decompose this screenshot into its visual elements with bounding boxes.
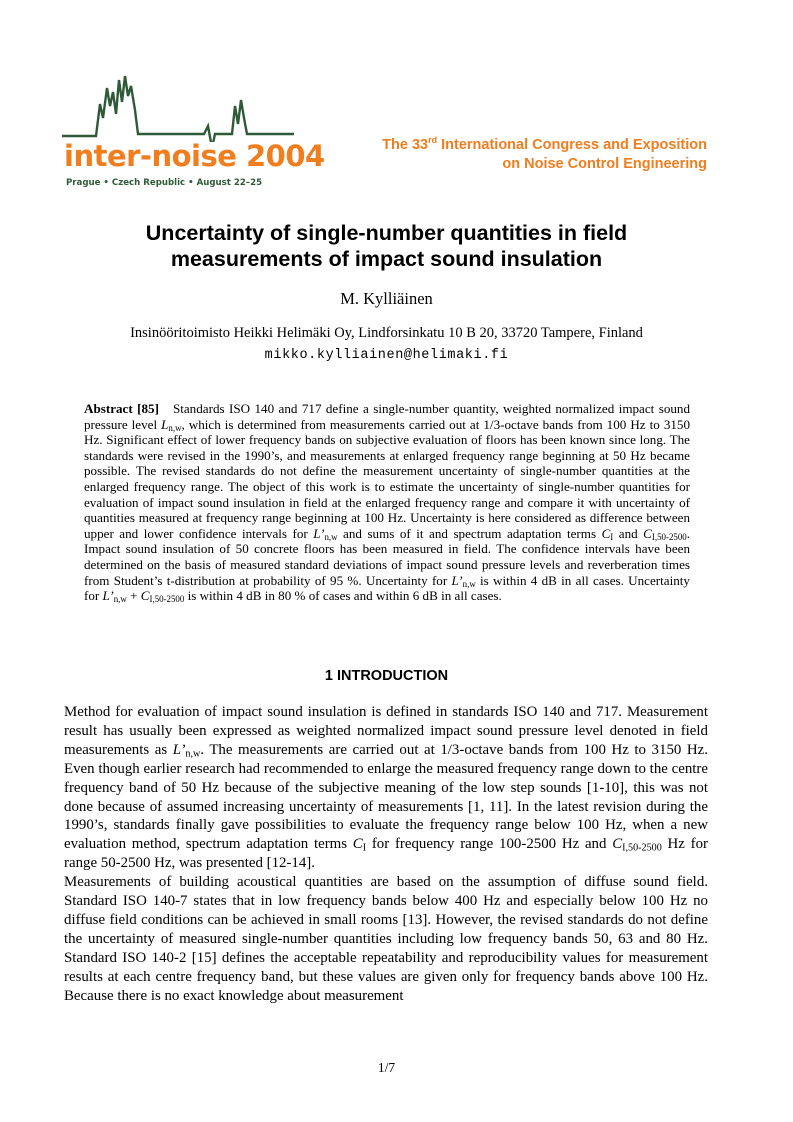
skyline-graphic bbox=[62, 70, 294, 142]
logo-wordmark: inter-noise 2004 bbox=[64, 139, 325, 173]
abstract-label: Abstract [85] bbox=[84, 401, 159, 416]
author-email[interactable]: mikko.kylliainen@helimaki.fi bbox=[264, 348, 509, 363]
abstract: Abstract [85] Standards ISO 140 and 717 define a single-number quantity, weighted normalized impact sound pressure level $L_{n,w}$, which is determined from measurements carried out at 1/3-octave bands from 100 Hz to 3150 Hz. Significant effect of lower frequency bands on subjective evaluation of floors has been known since long. The standards were revised in the 1990’s, and measurements at enlarged frequency range beginning at 50 Hz became possible. The revised standards do not define the measurement uncertainty of single-number quantities at the enlarged frequency range. The object of this work is to estimate the uncertainty of single-number quantities for evaluation of impact sound insulation in field at the enlarged frequency range and compare it with uncertainty of quantities measured at frequency range beginning at 100 Hz. Uncertainty is here considered as difference between upper and lower confidence intervals for $L’_{n,w}$ and sums of it and spectrum adaptation terms $C_I$ and $C_{I,50-2500}$. Impact sound insulation of 50 concrete floors has been measured in field. The confidence intervals have been determined on the basis of measured standard deviations of impact sound pressure levels and reverberation times from Student’s t-distribution at probability of 95 %. Uncertainty for $L’_{n,w}$ is within 4 dB in all cases. Uncertainty for $L’_{n,w} + C_{I,50-2500}$ is within 4 dB in 80 % of cases and within 6 dB in all cases. bbox=[84, 401, 691, 605]
author-name: M. Kylliäinen bbox=[340, 289, 433, 308]
paragraph: Measurements of building acoustical quantities are based on the assumption of diffuse sound field. Standard ISO 140-7 states that in low frequency bands below 400 Hz and especially below 100 Hz no diffuse field conditions can be achieved in small rooms [13]. However, the revised standards do not define the uncertainty of measured single-number quantities including low frequency bands 50, 63 and 80 Hz. Standard ISO 140-2 [15] defines the acceptable repeatability and reproducibility values for measurement results at each centre frequency band, but these values are given only for frequency bands above 100 Hz. Because there is no exact knowledge about measurement bbox=[64, 874, 708, 1004]
congress-title: The 33rd International Congress and Exposition on Noise Control Engineering bbox=[382, 135, 707, 172]
affiliation: Insinööritoimisto Heikki Helimäki Oy, Lindforsinkatu 10 B 20, 33720 Tampere, Finland bbox=[130, 325, 643, 341]
conference-logo bbox=[62, 70, 325, 192]
paper-title: Uncertainty of single-number quantities in field measurements of impact sound insulation bbox=[145, 221, 628, 271]
paragraph: Method for evaluation of impact sound insulation is defined in standards ISO 140 and 717. Measurement result has usually been expressed as weighted normalized impact sound pressure level denoted in field measurements as $L’_{n,w}$. The measurements are carried out at 1/3-octave bands from 100 Hz to 3150 Hz. Even though earlier research had recommended to enlarge the measured frequency range down to the centre frequency band of 50 Hz because of the subjective meaning of the low step sounds [1-10], this was not done because of assumed increasing uncertainty of measurements [1, 11]. In the latest revision during the 1990’s, standards finally gave possibilities to evaluate the frequency range below 100 Hz, when a new evaluation method, spectrum adaptation terms $C_I$ for frequency range 100-2500 Hz and $C_{I,50-2500}$ Hz for range 50-2500 Hz, was presented [12-14]. bbox=[64, 704, 708, 872]
logo-subtitle: Prague • Czech Republic • August 22–25 bbox=[66, 178, 263, 188]
section-heading: 1 INTRODUCTION bbox=[324, 668, 449, 684]
section-body bbox=[64, 703, 708, 1006]
page-number: 1/7 bbox=[377, 1060, 396, 1075]
